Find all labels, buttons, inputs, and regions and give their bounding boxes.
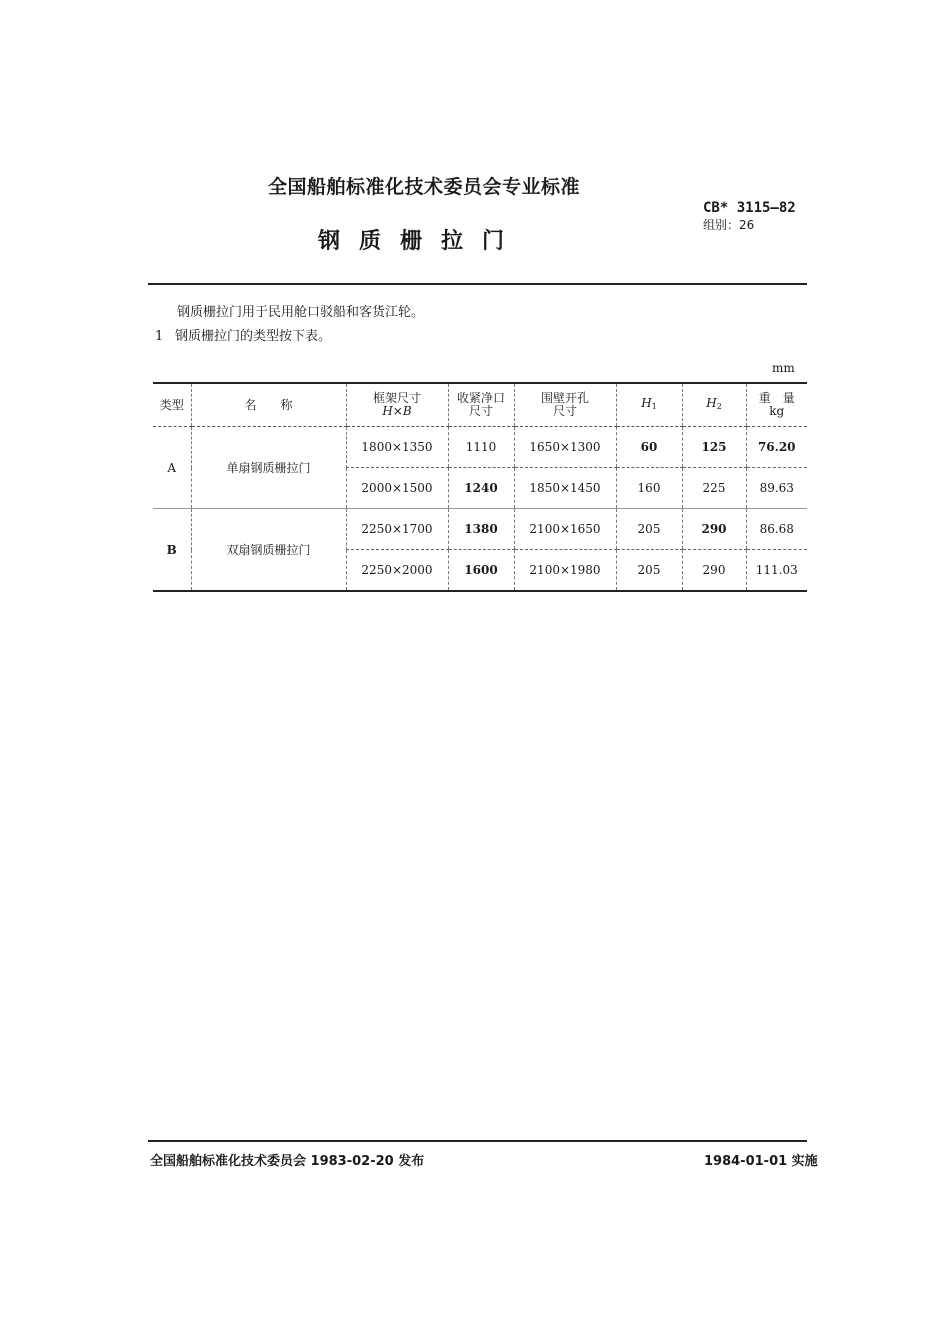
standard-code: CB* 3115—82 <box>703 200 796 216</box>
header-clear-line1: 收紧净口 <box>456 391 505 405</box>
name-cell: 双扇钢质栅拉门 <box>191 509 346 592</box>
opening-cell: 1650×1300 <box>514 427 616 468</box>
table-header-row <box>153 383 807 427</box>
header-h2-letter: H <box>706 396 717 410</box>
clause-text: 钢质栅拉门的类型按下表。 <box>175 329 332 344</box>
clear-cell: 1240 <box>448 468 514 509</box>
header-weight-line1: 重 量 <box>758 391 795 405</box>
header-clear-line2: 尺寸 <box>468 404 493 418</box>
weight-cell: 76.20 <box>746 427 807 468</box>
clear-cell: 1600 <box>448 550 514 592</box>
h1-cell: 205 <box>616 550 682 592</box>
header-clear-opening <box>448 383 514 427</box>
opening-cell: 2100×1650 <box>514 509 616 550</box>
clear-cell: 1380 <box>448 509 514 550</box>
header-name: 名 称 <box>191 383 346 427</box>
header-type: 类型 <box>153 383 191 427</box>
clause-1 <box>155 325 331 344</box>
h2-cell: 290 <box>682 509 746 550</box>
type-cell: A <box>153 427 191 509</box>
opening-cell: 1850×1450 <box>514 468 616 509</box>
h2-cell: 290 <box>682 550 746 592</box>
header-frame-line2: H×B <box>382 404 412 418</box>
header-frame-line1: 框架尺寸 <box>372 391 421 405</box>
frame-cell: 1800×1350 <box>346 427 448 468</box>
opening-cell: 2100×1980 <box>514 550 616 592</box>
name-cell: 单扇钢质栅拉门 <box>191 427 346 509</box>
type-cell: B <box>166 542 177 557</box>
weight-cell: 111.03 <box>746 550 807 592</box>
header-h2-sub: 2 <box>716 402 722 411</box>
document-title: 钢质栅拉门 <box>318 229 524 254</box>
issuing-organization: 全国船舶标准化技术委员会专业标准 <box>268 176 581 198</box>
header-opening-line2: 尺寸 <box>552 404 577 418</box>
header-h1-sub: 1 <box>651 402 657 411</box>
top-rule <box>148 283 807 285</box>
header-h1-letter: H <box>641 396 652 410</box>
h2-cell: 125 <box>682 427 746 468</box>
effective-date: 1984-01-01 实施 <box>704 1154 818 1169</box>
weight-cell: 86.68 <box>746 509 807 550</box>
header-weight-line2: kg <box>769 404 785 418</box>
group-number: 组别：26 <box>703 218 755 232</box>
header-opening-line1: 围壁开孔 <box>540 391 589 405</box>
door-type-table <box>153 382 807 592</box>
header-weight <box>746 383 807 427</box>
clause-number: 1 <box>155 329 164 344</box>
unit-label: mm <box>772 361 795 375</box>
frame-cell: 2250×2000 <box>346 550 448 592</box>
frame-cell: 2000×1500 <box>346 468 448 509</box>
bottom-rule <box>148 1140 807 1142</box>
h1-cell: 60 <box>616 427 682 468</box>
header-h2 <box>682 383 746 427</box>
header-bulkhead-opening <box>514 383 616 427</box>
header-frame-size <box>346 383 448 427</box>
clear-cell: 1110 <box>448 427 514 468</box>
table-row <box>153 427 807 468</box>
h1-cell: 160 <box>616 468 682 509</box>
intro-paragraph: 钢质栅拉门用于民用舱口驳船和客货江轮。 <box>177 305 425 320</box>
header-h1 <box>616 383 682 427</box>
table-row <box>153 509 807 550</box>
weight-cell: 89.63 <box>746 468 807 509</box>
frame-cell: 2250×1700 <box>346 509 448 550</box>
issue-statement: 全国船舶标准化技术委员会 1983-02-20 发布 <box>150 1154 425 1169</box>
h1-cell: 205 <box>616 509 682 550</box>
h2-cell: 225 <box>682 468 746 509</box>
